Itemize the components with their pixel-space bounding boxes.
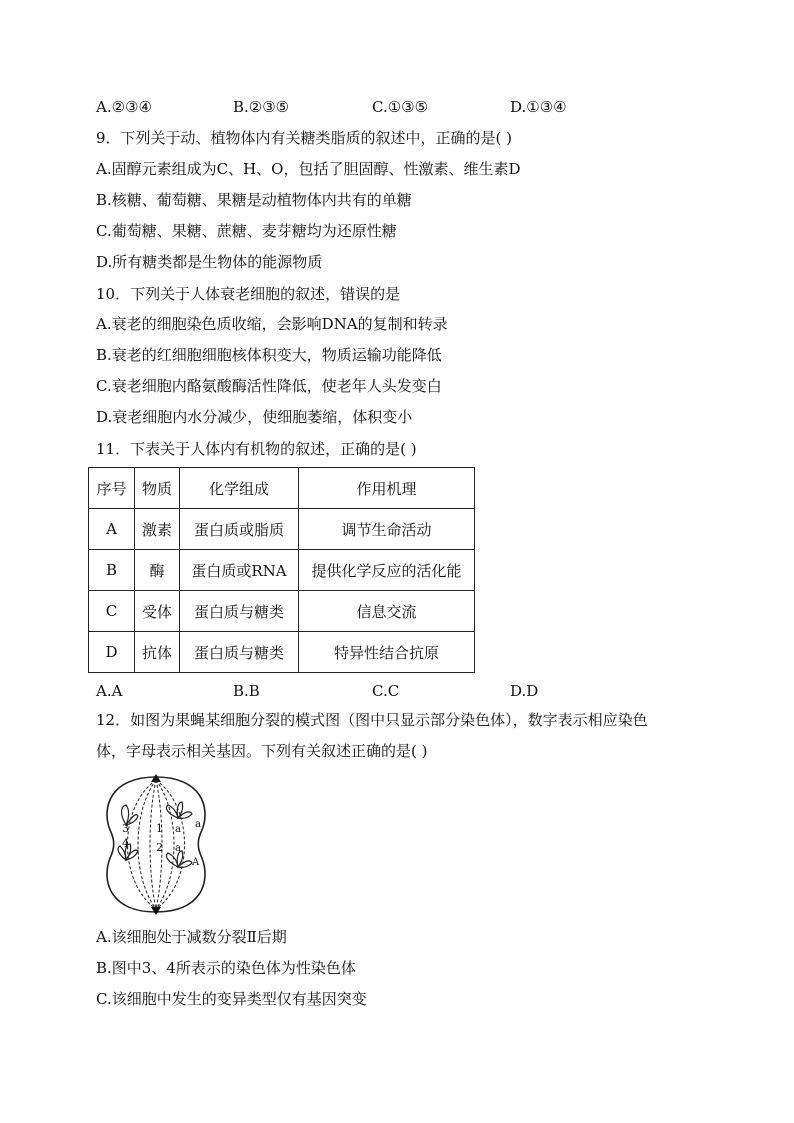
- table-cell: 蛋白质与糖类: [180, 632, 299, 673]
- q12-option-c: C.该细胞中发生的变异类型仅有基因突变: [96, 990, 367, 1008]
- q11-option-a: A.A: [96, 682, 123, 700]
- label-chromosome-1: 1: [156, 822, 163, 835]
- table-cell: 蛋白质或RNA: [180, 550, 299, 591]
- q11-stem: 11．下表关于人体内有机物的叙述，正确的是( ): [96, 440, 417, 458]
- cell-division-figure: [96, 772, 216, 917]
- label-gene-a-upper-1: a: [175, 824, 181, 835]
- table-cell: 蛋白质或脂质: [180, 509, 299, 550]
- table-header-row: [89, 468, 475, 509]
- q10-option-d: D.衰老细胞内水分减少，使细胞萎缩，体积变小: [96, 408, 413, 426]
- label-gene-a-lower: a: [175, 843, 181, 854]
- table-cell: 蛋白质与糖类: [180, 591, 299, 632]
- label-chromosome-2: 2: [156, 841, 163, 854]
- q10-option-c: C.衰老细胞内酪氨酸酶活性降低，使老年人头发变白: [96, 377, 442, 395]
- table-cell: C: [89, 591, 135, 632]
- q11-table: [88, 467, 475, 673]
- q11-option-b: B.B: [233, 682, 260, 700]
- table-header-cell: 物质: [135, 468, 180, 509]
- table-cell: 抗体: [135, 632, 180, 673]
- q9-option-d: D.所有糖类都是生物体的能源物质: [96, 253, 323, 271]
- table-row: [89, 591, 475, 632]
- q11-option-c: C.C: [372, 682, 400, 700]
- q12-option-b: B.图中3、4所表示的染色体为性染色体: [96, 959, 356, 977]
- table-cell: B: [89, 550, 135, 591]
- q10-option-a: A.衰老的细胞染色质收缩，会影响DNA的复制和转录: [96, 315, 448, 333]
- label-gene-a-upper-2: a: [195, 819, 201, 830]
- table-header-cell: 序号: [89, 468, 135, 509]
- table-cell: 调节生命活动: [299, 509, 475, 550]
- label-chromosome-3: 3: [122, 822, 129, 835]
- q8-option-a: A.②③④: [96, 98, 152, 116]
- table-cell: 受体: [135, 591, 180, 632]
- q10-stem: 10．下列关于人体衰老细胞的叙述，错误的是: [96, 285, 401, 303]
- q11-option-d: D.D: [510, 682, 539, 700]
- table-cell: 酶: [135, 550, 180, 591]
- q12-stem-line-2: 体，字母表示相关基因。下列有关叙述正确的是( ): [96, 742, 428, 760]
- table-header-cell: 化学组成: [180, 468, 299, 509]
- table-cell: D: [89, 632, 135, 673]
- table-header-cell: 作用机理: [299, 468, 475, 509]
- table-row: [89, 632, 475, 673]
- table-cell: 信息交流: [299, 591, 475, 632]
- table-row: [89, 550, 475, 591]
- q8-option-c: C.①③⑤: [372, 98, 429, 116]
- q12-option-a: A.该细胞处于减数分裂Ⅱ后期: [96, 928, 287, 946]
- q10-option-b: B.衰老的红细胞细胞核体积变大，物质运输功能降低: [96, 346, 442, 364]
- q9-option-c: C.葡萄糖、果糖、蔗糖、麦芽糖均为还原性糖: [96, 222, 397, 240]
- q9-option-a: A.固醇元素组成为C、H、O，包括了胆固醇、性激素、维生素D: [96, 160, 521, 178]
- table-cell: 特异性结合抗原: [299, 632, 475, 673]
- table-cell: 激素: [135, 509, 180, 550]
- table-cell: 提供化学反应的活化能: [299, 550, 475, 591]
- table-cell: A: [89, 509, 135, 550]
- q12-stem-line-1: 12．如图为果蝇某细胞分裂的模式图（图中只显示部分染色体），数字表示相应染色: [96, 711, 648, 729]
- q8-option-d: D.①③④: [510, 98, 567, 116]
- q9-option-b: B.核糖、葡萄糖、果糖是动植物体内共有的单糖: [96, 191, 412, 209]
- q8-option-b: B.②③⑤: [233, 98, 290, 116]
- q9-stem: 9．下列关于动、植物体内有关糖类脂质的叙述中，正确的是( ): [96, 129, 513, 147]
- table-row: [89, 509, 475, 550]
- label-chromosome-4: 4: [122, 837, 129, 850]
- label-gene-A-lower: A: [192, 857, 200, 868]
